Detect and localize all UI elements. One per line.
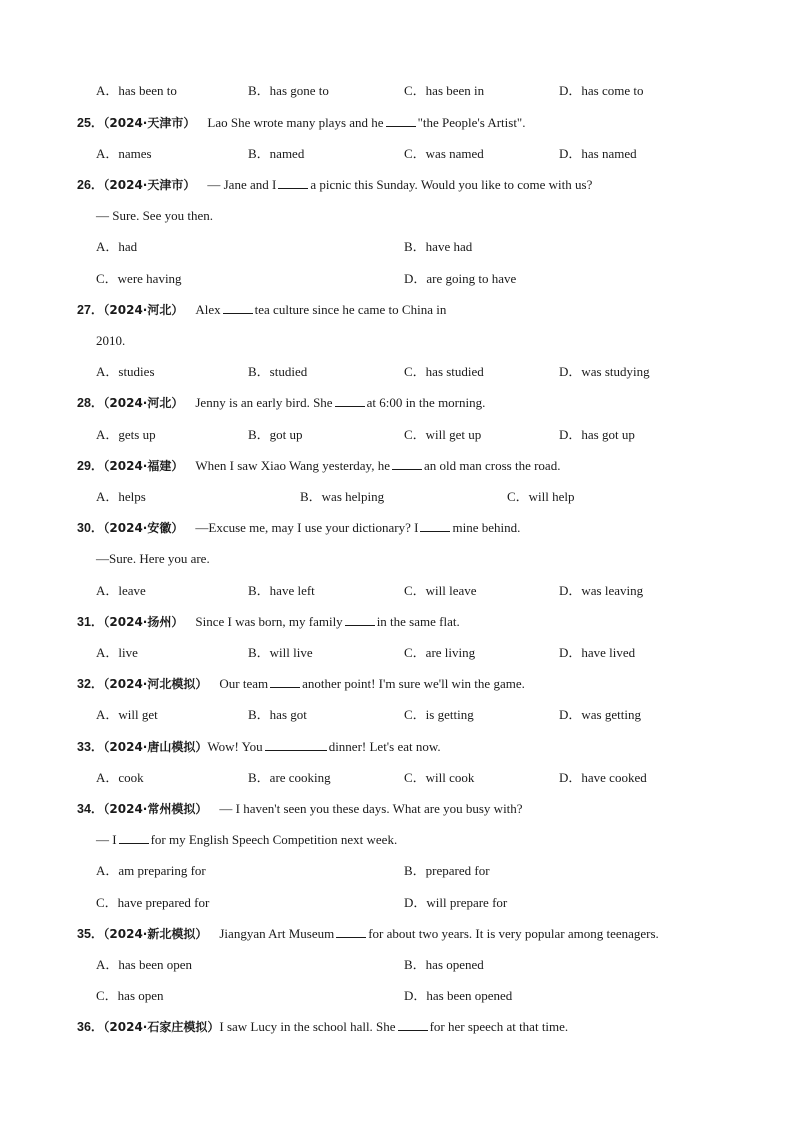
option-c: C．will help <box>507 489 575 504</box>
question-stem-rest: an old man cross the road. <box>423 458 561 473</box>
option-b: B．was helping <box>300 489 385 504</box>
question-stem: Lao She wrote many plays and he <box>207 115 384 130</box>
question-stem-rest: another point! I'm sure we'll win the game. <box>302 676 525 691</box>
option-c: C．will leave <box>404 583 477 598</box>
question-33 <box>77 738 441 756</box>
question-stem-rest: at 6:00 in the morning. <box>366 395 486 410</box>
question-stem: I saw Lucy in the school hall. She <box>219 1019 396 1034</box>
question-stem: When I saw Xiao Wang yesterday, he <box>195 458 390 473</box>
question-source: （2024·安徽） <box>103 521 184 535</box>
question-number: 35． <box>77 927 104 941</box>
answer-blank <box>223 301 253 314</box>
option-a: A．will get <box>96 707 158 722</box>
question-26 <box>77 176 592 194</box>
option-c: C．have prepared for <box>96 895 210 910</box>
question-stem-rest: for her speech at that time. <box>429 1019 569 1034</box>
option-b: B．prepared for <box>404 863 490 878</box>
option-c: C．will get up <box>404 427 482 442</box>
question-stem: Jiangyan Art Museum <box>219 926 335 941</box>
option-b: B．studied <box>248 364 308 379</box>
question-source: （2024·石家庄模拟） <box>103 1020 220 1034</box>
answer-blank <box>270 675 300 688</box>
question-28 <box>77 394 485 412</box>
question-stem: Since I was born, my family <box>195 614 343 629</box>
question-stem: — Jane and I <box>207 177 277 192</box>
reply-rest: for my English Speech Competition next week. <box>150 832 398 847</box>
question-stem-rest: for about two years. It is very popular among teenagers. <box>368 926 659 941</box>
question-31 <box>77 613 460 631</box>
question-25 <box>77 114 526 132</box>
option-a: A．has been to <box>96 83 177 98</box>
option-c: C．was named <box>404 146 484 161</box>
option-b: B．are cooking <box>248 770 331 785</box>
option-b: B．has opened <box>404 957 484 972</box>
reply-start: — I <box>96 832 117 847</box>
option-d: D．are going to have <box>404 271 517 286</box>
answer-blank <box>335 394 365 407</box>
option-a: A．gets up <box>96 427 156 442</box>
option-d: D．has been opened <box>404 988 513 1003</box>
option-c: C．is getting <box>404 707 474 722</box>
question-34-reply <box>96 831 397 849</box>
option-b: B．has got <box>248 707 307 722</box>
question-number: 31． <box>77 615 104 629</box>
question-29 <box>77 457 560 475</box>
answer-blank <box>392 457 422 470</box>
question-36 <box>77 1018 568 1036</box>
answer-blank <box>265 738 327 751</box>
question-source: （2024·常州模拟） <box>103 802 208 816</box>
question-source: （2024·天津市） <box>103 116 196 130</box>
question-number: 29． <box>77 459 104 473</box>
option-d: D．has come to <box>559 83 644 98</box>
option-d: D．was leaving <box>559 583 644 598</box>
answer-blank <box>398 1018 428 1031</box>
question-stem: Wow! You <box>207 739 263 754</box>
option-c: C．has been in <box>404 83 485 98</box>
question-26-reply: — Sure. See you then. <box>96 208 213 223</box>
option-b: B．have left <box>248 583 315 598</box>
question-number: 32． <box>77 677 104 691</box>
question-34 <box>77 800 523 818</box>
option-c: C．has open <box>96 988 164 1003</box>
option-a: A．helps <box>96 489 146 504</box>
option-a: A．has been open <box>96 957 193 972</box>
option-c: C．are living <box>404 645 476 660</box>
question-27-stem-continued: 2010. <box>96 333 126 348</box>
question-number: 26． <box>77 178 104 192</box>
option-a: A．had <box>96 239 138 254</box>
option-b: B．will live <box>248 645 313 660</box>
question-number: 34． <box>77 802 104 816</box>
question-27 <box>77 301 446 319</box>
question-source: （2024·河北模拟） <box>103 677 208 691</box>
question-number: 25． <box>77 116 104 130</box>
question-35 <box>77 925 659 943</box>
question-stem-rest: "the People's Artist". <box>417 115 526 130</box>
question-stem: —Excuse me, may I use your dictionary? I <box>195 520 419 535</box>
answer-blank <box>278 176 308 189</box>
option-a: A．leave <box>96 583 146 598</box>
question-stem-rest: a picnic this Sunday. Would you like to come with us? <box>310 177 593 192</box>
answer-blank <box>345 613 375 626</box>
option-b: B．named <box>248 146 305 161</box>
answer-blank <box>119 831 149 844</box>
option-d: D．was getting <box>559 707 641 722</box>
question-number: 33． <box>77 740 104 754</box>
option-a: A．am preparing for <box>96 863 206 878</box>
question-stem-rest: dinner! Let's eat now. <box>328 739 441 754</box>
question-number: 30． <box>77 521 104 535</box>
question-stem-rest: mine behind. <box>452 520 521 535</box>
question-number: 28． <box>77 396 104 410</box>
option-b: B．have had <box>404 239 473 254</box>
question-32 <box>77 675 525 693</box>
option-a: A．names <box>96 146 152 161</box>
question-source: （2024·河北） <box>103 303 184 317</box>
question-source: （2024·新北模拟） <box>103 927 208 941</box>
question-stem-rest: tea culture since he came to China in <box>254 302 447 317</box>
answer-blank <box>386 114 416 127</box>
option-d: D．has got up <box>559 427 635 442</box>
option-a: A．studies <box>96 364 155 379</box>
option-a: A．live <box>96 645 138 660</box>
question-30-reply: —Sure. Here you are. <box>96 551 210 566</box>
question-stem: Jenny is an early bird. She <box>195 395 333 410</box>
question-stem: — I haven't seen you these days. What are you busy with? <box>219 801 523 816</box>
option-a: A．cook <box>96 770 144 785</box>
option-d: D．have cooked <box>559 770 647 785</box>
question-source: （2024·福建） <box>103 459 184 473</box>
option-d: D．has named <box>559 146 637 161</box>
question-number: 36． <box>77 1020 104 1034</box>
question-source: （2024·唐山模拟） <box>103 740 208 754</box>
option-c: C．were having <box>96 271 182 286</box>
answer-blank <box>420 519 450 532</box>
option-b: B．got up <box>248 427 303 442</box>
question-30 <box>77 519 520 537</box>
option-b: B．has gone to <box>248 83 329 98</box>
question-source: （2024·河北） <box>103 396 184 410</box>
question-number: 27． <box>77 303 104 317</box>
answer-blank <box>336 925 366 938</box>
option-d: D．will prepare for <box>404 895 508 910</box>
question-source: （2024·扬州） <box>103 615 184 629</box>
question-stem: Alex <box>195 302 221 317</box>
option-d: D．was studying <box>559 364 650 379</box>
question-source: （2024·天津市） <box>103 178 196 192</box>
option-c: C．has studied <box>404 364 484 379</box>
question-stem: Our team <box>219 676 269 691</box>
option-c: C．will cook <box>404 770 475 785</box>
option-d: D．have lived <box>559 645 636 660</box>
question-stem-rest: in the same flat. <box>376 614 460 629</box>
